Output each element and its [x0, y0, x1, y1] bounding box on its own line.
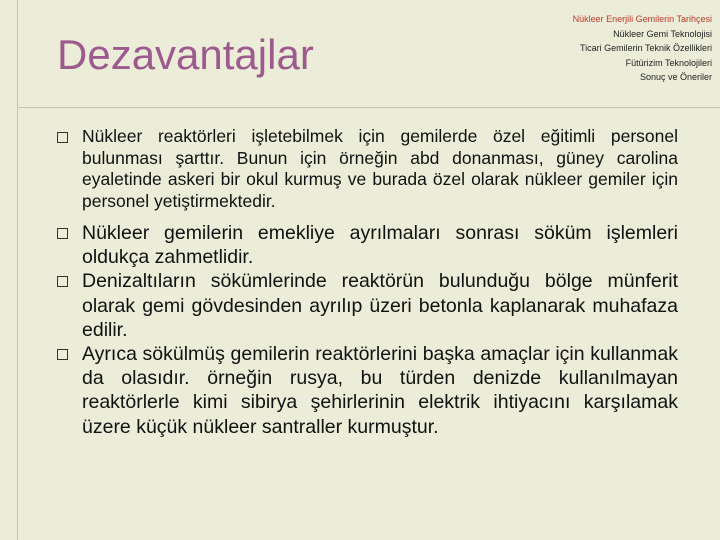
nav-item-futurism[interactable]: Fütürizim Teknolojileri [625, 57, 712, 68]
horizontal-rule [17, 107, 720, 108]
nav-item-specs[interactable]: Ticari Gemilerin Teknik Özellikleri [579, 43, 712, 53]
bullet-text: Nükleer gemilerin emekliye ayrılmaları sonrası söküm işlemleri oldukça zahmetlidir. [82, 222, 678, 269]
list-item [57, 342, 678, 439]
nav-item-history[interactable]: Nükleer Enerjili Gemilerin Tarihçesi [572, 14, 712, 24]
list-item [57, 269, 678, 342]
page-title: Dezavantajlar [57, 31, 314, 78]
bullet-text: Denizaltıların sökümlerinde reaktörün bulunduğu bölge münferit olarak gemi gövdesinden ayrılıp üzeri betonla kaplanarak muhafaza edilir. [82, 270, 678, 341]
bullet-text: Nükleer reaktörleri işletebilmek için gemilerde özel eğitimli personel bulunması şarttır. Bunun için örneğin abd donanması, güney carolina eyaletinde askeri bir okul kurmuş ve burada özel olarak nükleer gemiler için personel yetiştirmektedir. [82, 126, 678, 211]
list-item [57, 126, 678, 212]
square-bullet-icon [57, 349, 68, 360]
square-bullet-icon [57, 228, 68, 239]
square-bullet-icon [57, 276, 68, 287]
nav-item-technology[interactable]: Nükleer Gemi Teknolojisi [613, 28, 712, 39]
bullet-text: Ayrıca sökülmüş gemilerin reaktörlerini başka amaçlar için kullanmak da olasıdır. örneğin rusya, bu türden denizde kullanılmayan reaktörlerle kimi sibirya şehirlerinin elektrik ihtiyacını karşılamak üzere küçük nükleer santraller kurmuştur. [82, 343, 678, 438]
section-nav [452, 12, 712, 85]
list-item [57, 221, 678, 269]
bullet-list [57, 126, 678, 439]
nav-item-conclusion[interactable]: Sonuç ve Öneriler [639, 72, 712, 82]
square-bullet-icon [57, 132, 68, 143]
vertical-rule [17, 0, 18, 540]
